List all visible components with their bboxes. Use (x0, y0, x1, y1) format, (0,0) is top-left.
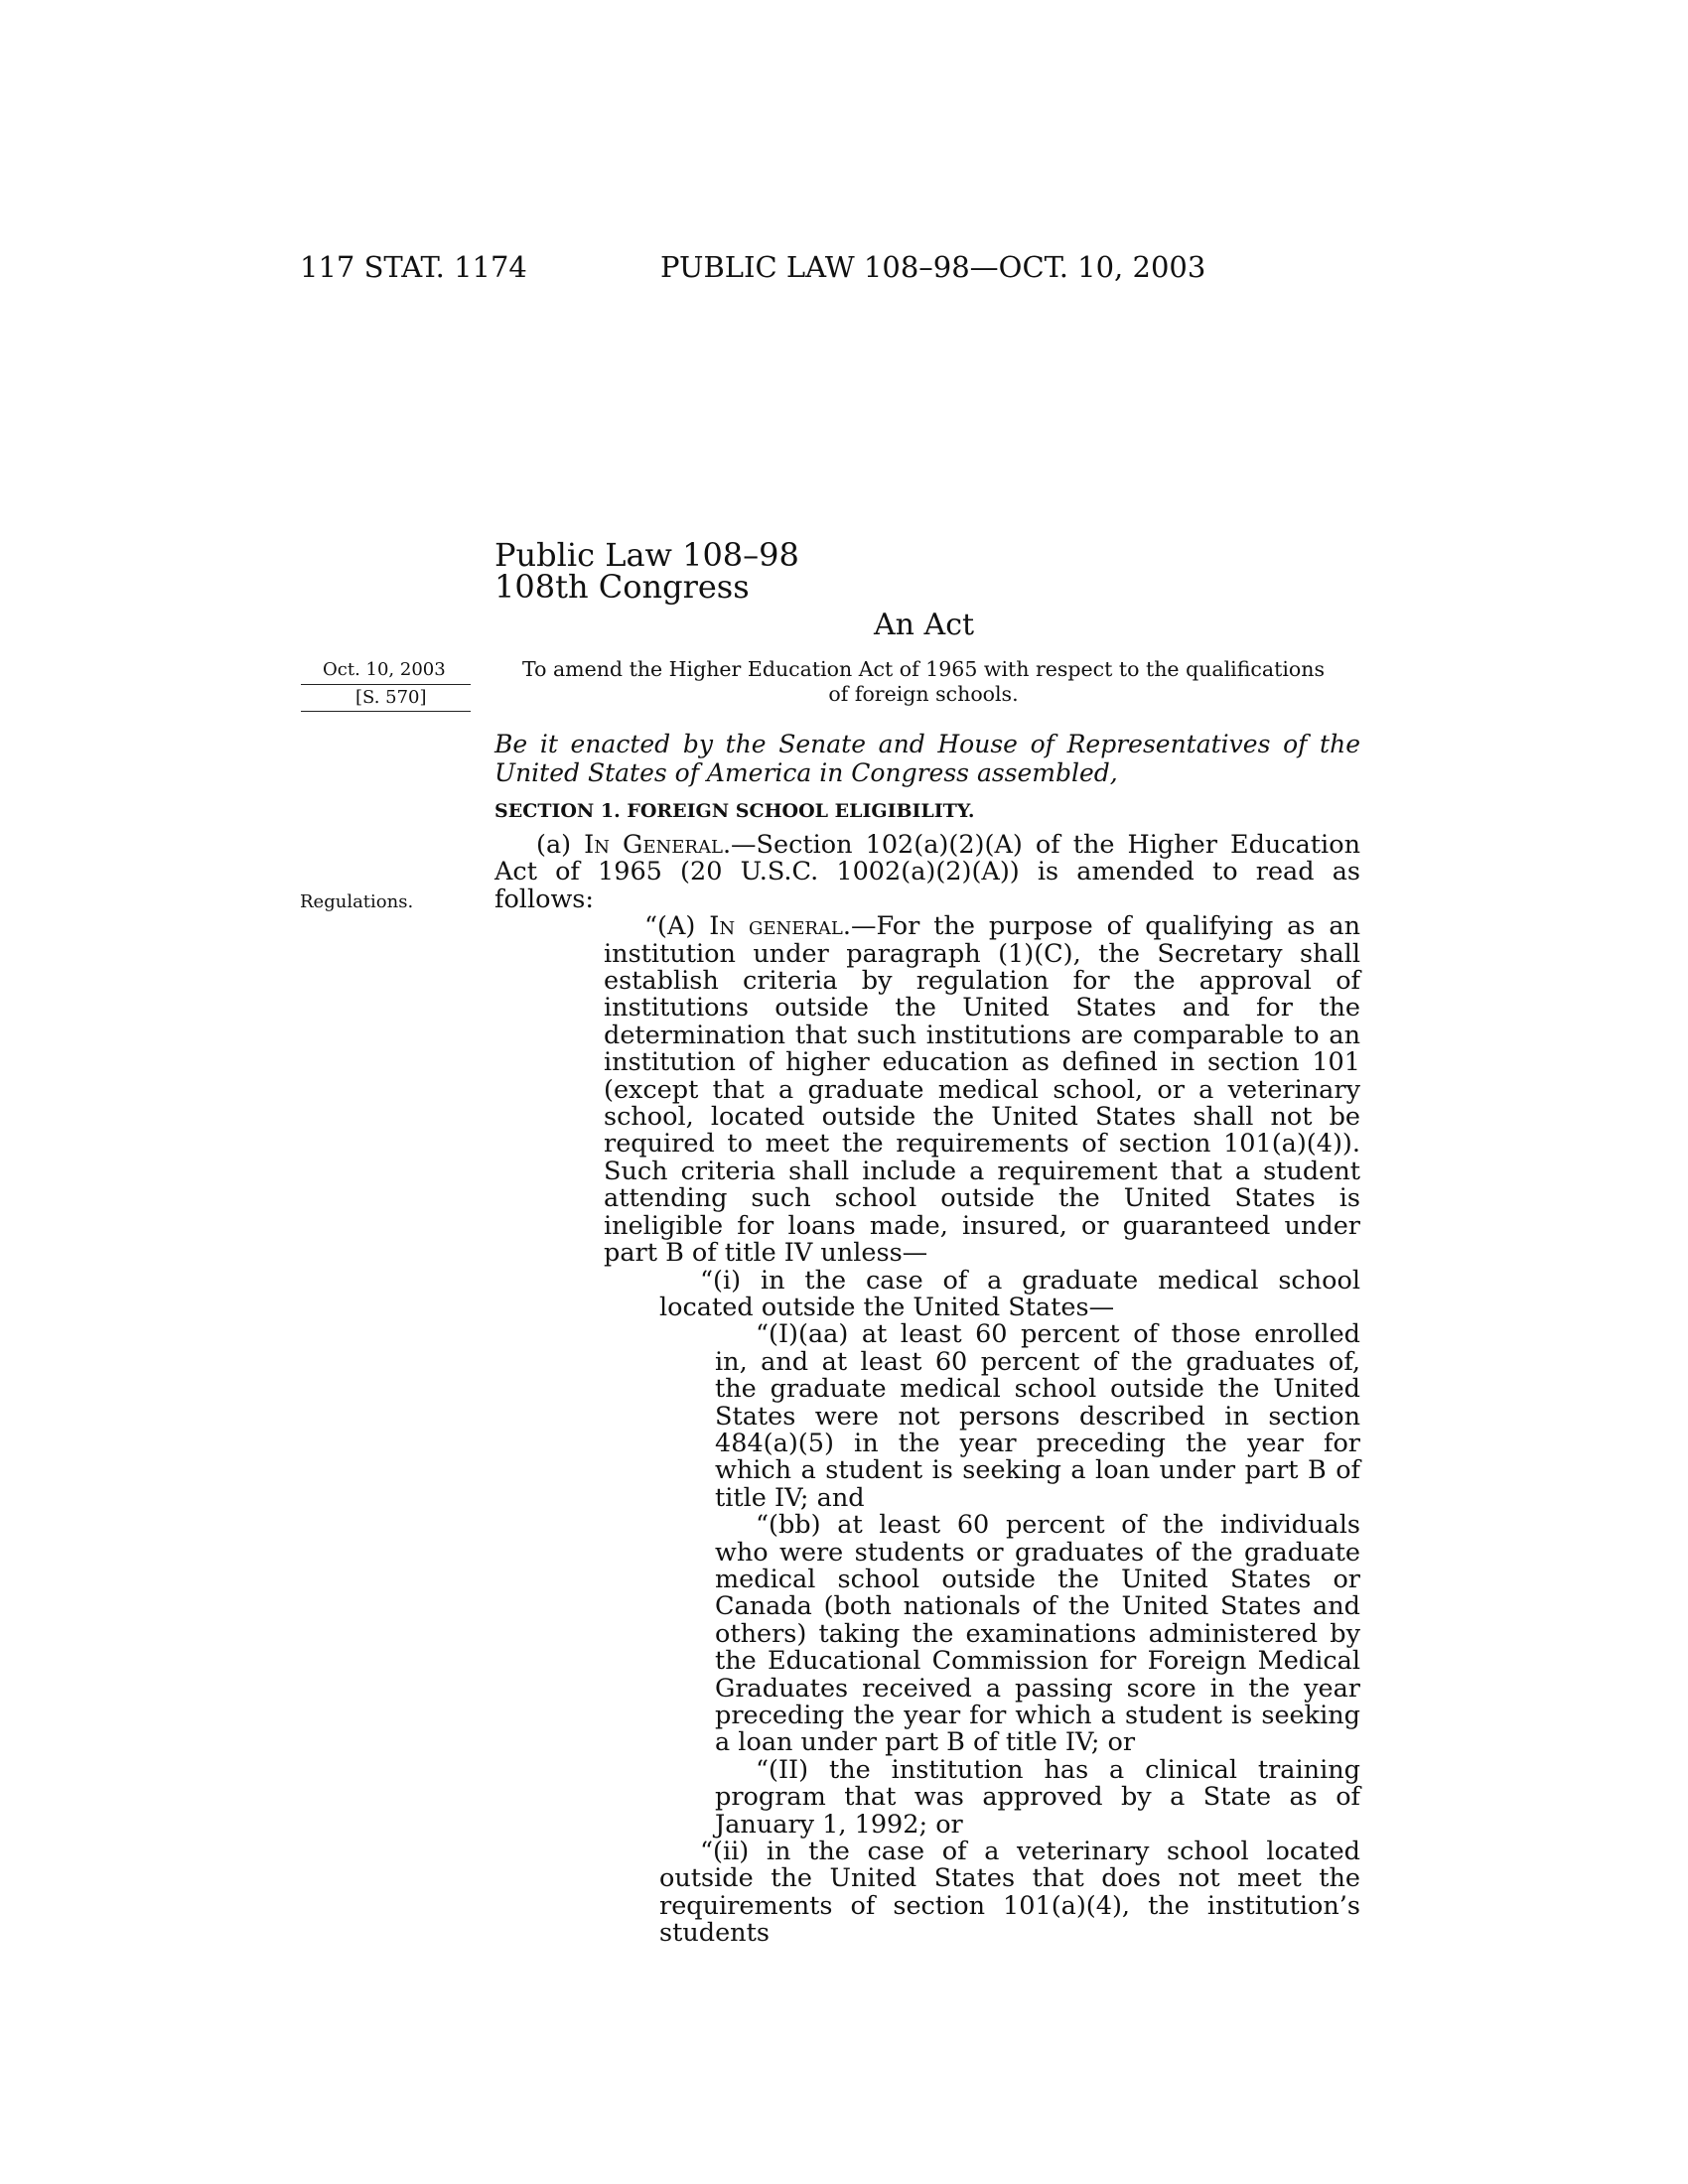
item-bb: “(bb) at least 60 percent of the individuals who were students or graduates of the graduate medical school outside the United States or Canada (both nationals of the United States and others) taking the examinations administered by the Educational Commission for Foreign Medical Graduates received a passing score in the year preceding the year for which a student is seeking a loan under part B of title IV; or (715, 1510, 1360, 1758)
subclause-II: “(II) the institution has a clinical training program that was approved by a State as of January 1, 1992; or (715, 1754, 1360, 1840)
subsection-a-lead: (a) (536, 830, 585, 860)
section-body (494, 832, 1360, 1948)
subparagraph-A-text: .—For the purpose of qualifying as an institution under paragraph (1)(C), the Secretary shall establish criteria by regulation for the approval of institutions outside the United States and for the determination that such institutions are comparable to an institution of higher education as defined in section 101 (except that a graduate medical school, or a veterinary school, located outside the United States shall not be required to meet the requirements of section 101(a)(4)). Such criteria shall include a requirement that a student attending such school outside the United States is ineligible for loans made, insured, or guaranteed under part B of title IV unless— (604, 911, 1360, 1269)
margin-date: Oct. 10, 2003 (323, 659, 446, 680)
running-head: PUBLIC LAW 108–98—OCT. 10, 2003 (660, 250, 1206, 284)
subparagraph-A (604, 913, 1360, 1267)
purpose-line-1: To amend the Higher Education Act of 1965 with respect to the qualifications (522, 657, 1325, 681)
page-citation: 117 STAT. 1174 (300, 250, 527, 284)
subclause-I-aa: “(I)(aa) at least 60 percent of those enrolled in, and at least 60 percent of the graduates of, the graduate medical school outside the United States were not persons described in section 484(a)(5) in the year preceding the year for which a student is seeking a loan under part B of title IV; and (715, 1319, 1360, 1513)
subparagraph-A-lead: “(A) (644, 911, 710, 942)
purpose-statement (516, 657, 1331, 707)
subsection-a-label: In General (584, 830, 723, 860)
enacting-clause: Be it enacted by the Senate and House of Representatives of the United States of America in Congress assembled, (494, 730, 1360, 787)
clause-i: “(i) in the case of a graduate medical school located outside the United States— (659, 1265, 1360, 1322)
clause-ii: “(ii) in the case of a veterinary school located outside the United States that does not meet the requirements of section 101(a)(4), the institution’s students (659, 1837, 1360, 1949)
margin-rule-2 (301, 711, 471, 712)
margin-bill-number: [S. 570] (355, 687, 427, 708)
section-heading: SECTION 1. FOREIGN SCHOOL ELIGIBILITY. (494, 800, 975, 822)
margin-regulations-note: Regulations. (300, 891, 414, 912)
subsection-a (494, 832, 1360, 913)
subsection-a-text: .—Section 102(a)(2)(A) of the Higher Education Act of 1965 (20 U.S.C. 1002(a)(2)(A)) is amended to read as follows: (494, 830, 1360, 914)
subparagraph-A-label: In general (709, 911, 843, 942)
purpose-line-2: of foreign schools. (828, 682, 1019, 706)
law-number: Public Law 108–98 (494, 536, 799, 574)
margin-rule-1 (301, 684, 471, 685)
act-label: An Act (874, 608, 975, 642)
congress-label: 108th Congress (494, 568, 750, 606)
